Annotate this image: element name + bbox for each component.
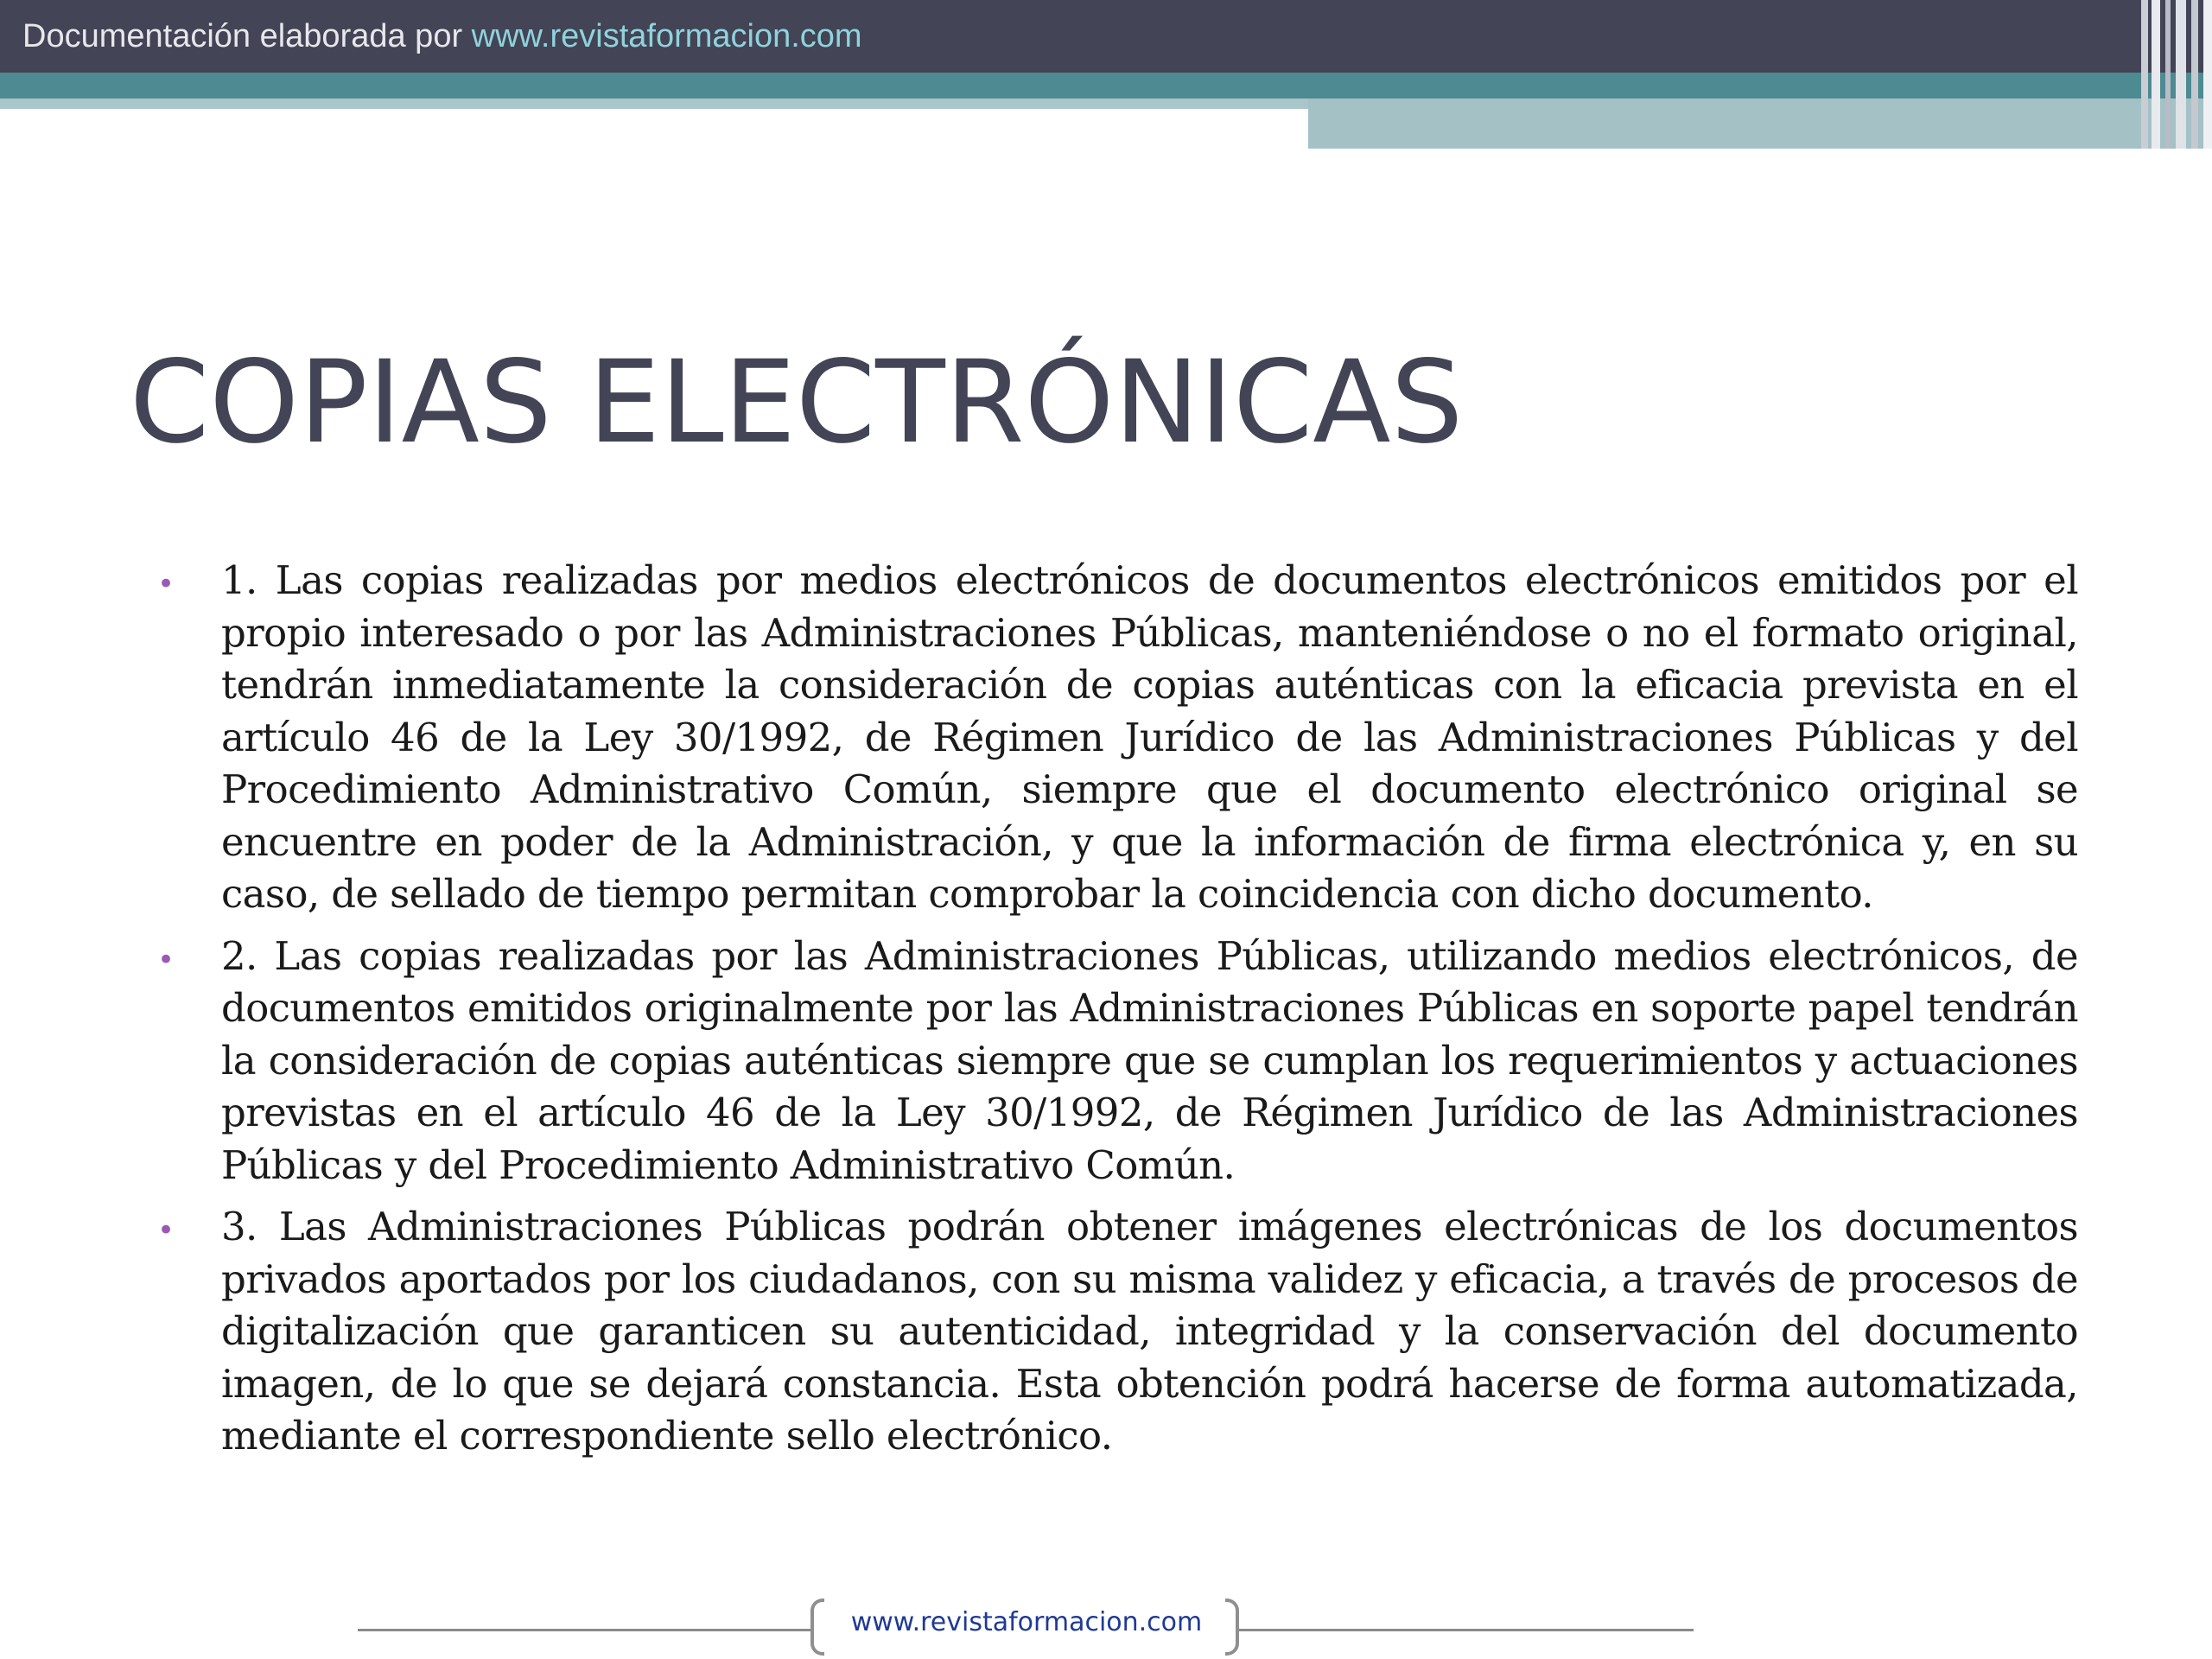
header-stripe (2191, 0, 2198, 149)
bullet-dot-icon: • (157, 567, 175, 601)
header-credit (22, 12, 862, 60)
footer-link[interactable]: www.revistaformacion.com (850, 1607, 1203, 1637)
header-stripe (2203, 0, 2212, 149)
bullet-text: 2. Las copias realizadas por las Administraciones Públicas, utilizando medios electrónicos, de documentos emitidos originalmente por las Administraciones Públicas en soporte papel tendrán la consideración de copias auténticas siempre que se cumplan los requerimientos y actuaciones previstas en el artículo 46 de la Ley 30/1992, de Régimen Jurídico de las Administraciones Públicas y del Procedimiento Administrativo Común. (221, 932, 2078, 1188)
header-stripe (2165, 0, 2171, 149)
slide-title: COPIAS ELECTRÓNICAS (130, 336, 1464, 469)
header-stripe (2176, 0, 2186, 149)
header-credit-link[interactable]: www.revistaformacion.com (471, 18, 862, 54)
bullet-item (156, 931, 2078, 1192)
header-bar (0, 0, 2212, 73)
bullet-dot-icon: • (157, 1213, 175, 1248)
footer-bracket-left-icon (810, 1599, 824, 1656)
header-stripe (2152, 0, 2160, 149)
bullet-dot-icon: • (157, 942, 175, 977)
header-teal-band (0, 73, 2212, 99)
header-stripe (2141, 0, 2148, 149)
bullet-item (156, 1201, 2078, 1463)
header-light-band-right (1308, 99, 2212, 149)
footer-rule-right (1236, 1629, 1694, 1631)
footer-bracket-right-icon (1225, 1599, 1239, 1656)
bullet-text: 3. Las Administraciones Públicas podrán obtener imágenes electrónicas de los documentos privados aportados por los ciudadanos, con su misma validez y eficacia, a través de procesos de digitalización que garanticen su autenticidad, integridad y la conservación del documento imagen, de lo que se dejará constancia. Esta obtención podrá hacerse de forma automatizada, mediante el correspondiente sello electrónico. (221, 1204, 2078, 1459)
bullet-text: 1. Las copias realizadas por medios electrónicos de documentos electrónicos emitidos por el propio interesado o por las Administraciones Públicas, manteniéndose o no el formato original, tendrán inmediatamente la consideración de copias auténticas con la eficacia prevista en el artículo 46 de la Ley 30/1992, de Régimen Jurídico de las Administraciones Públicas y del Procedimiento Administrativo Común, siempre que el documento electrónico original se encuentre en poder de la Administración, y que la información de firma electrónica y, en su caso, de sellado de tiempo permitan comprobar la coincidencia con dicho documento. (221, 557, 2078, 917)
header-light-band-left (0, 99, 1308, 109)
footer-rule-left (358, 1629, 812, 1631)
header-credit-prefix: Documentación elaborada por (22, 18, 472, 54)
bullet-list (156, 555, 2078, 1472)
bullet-item (156, 555, 2078, 921)
